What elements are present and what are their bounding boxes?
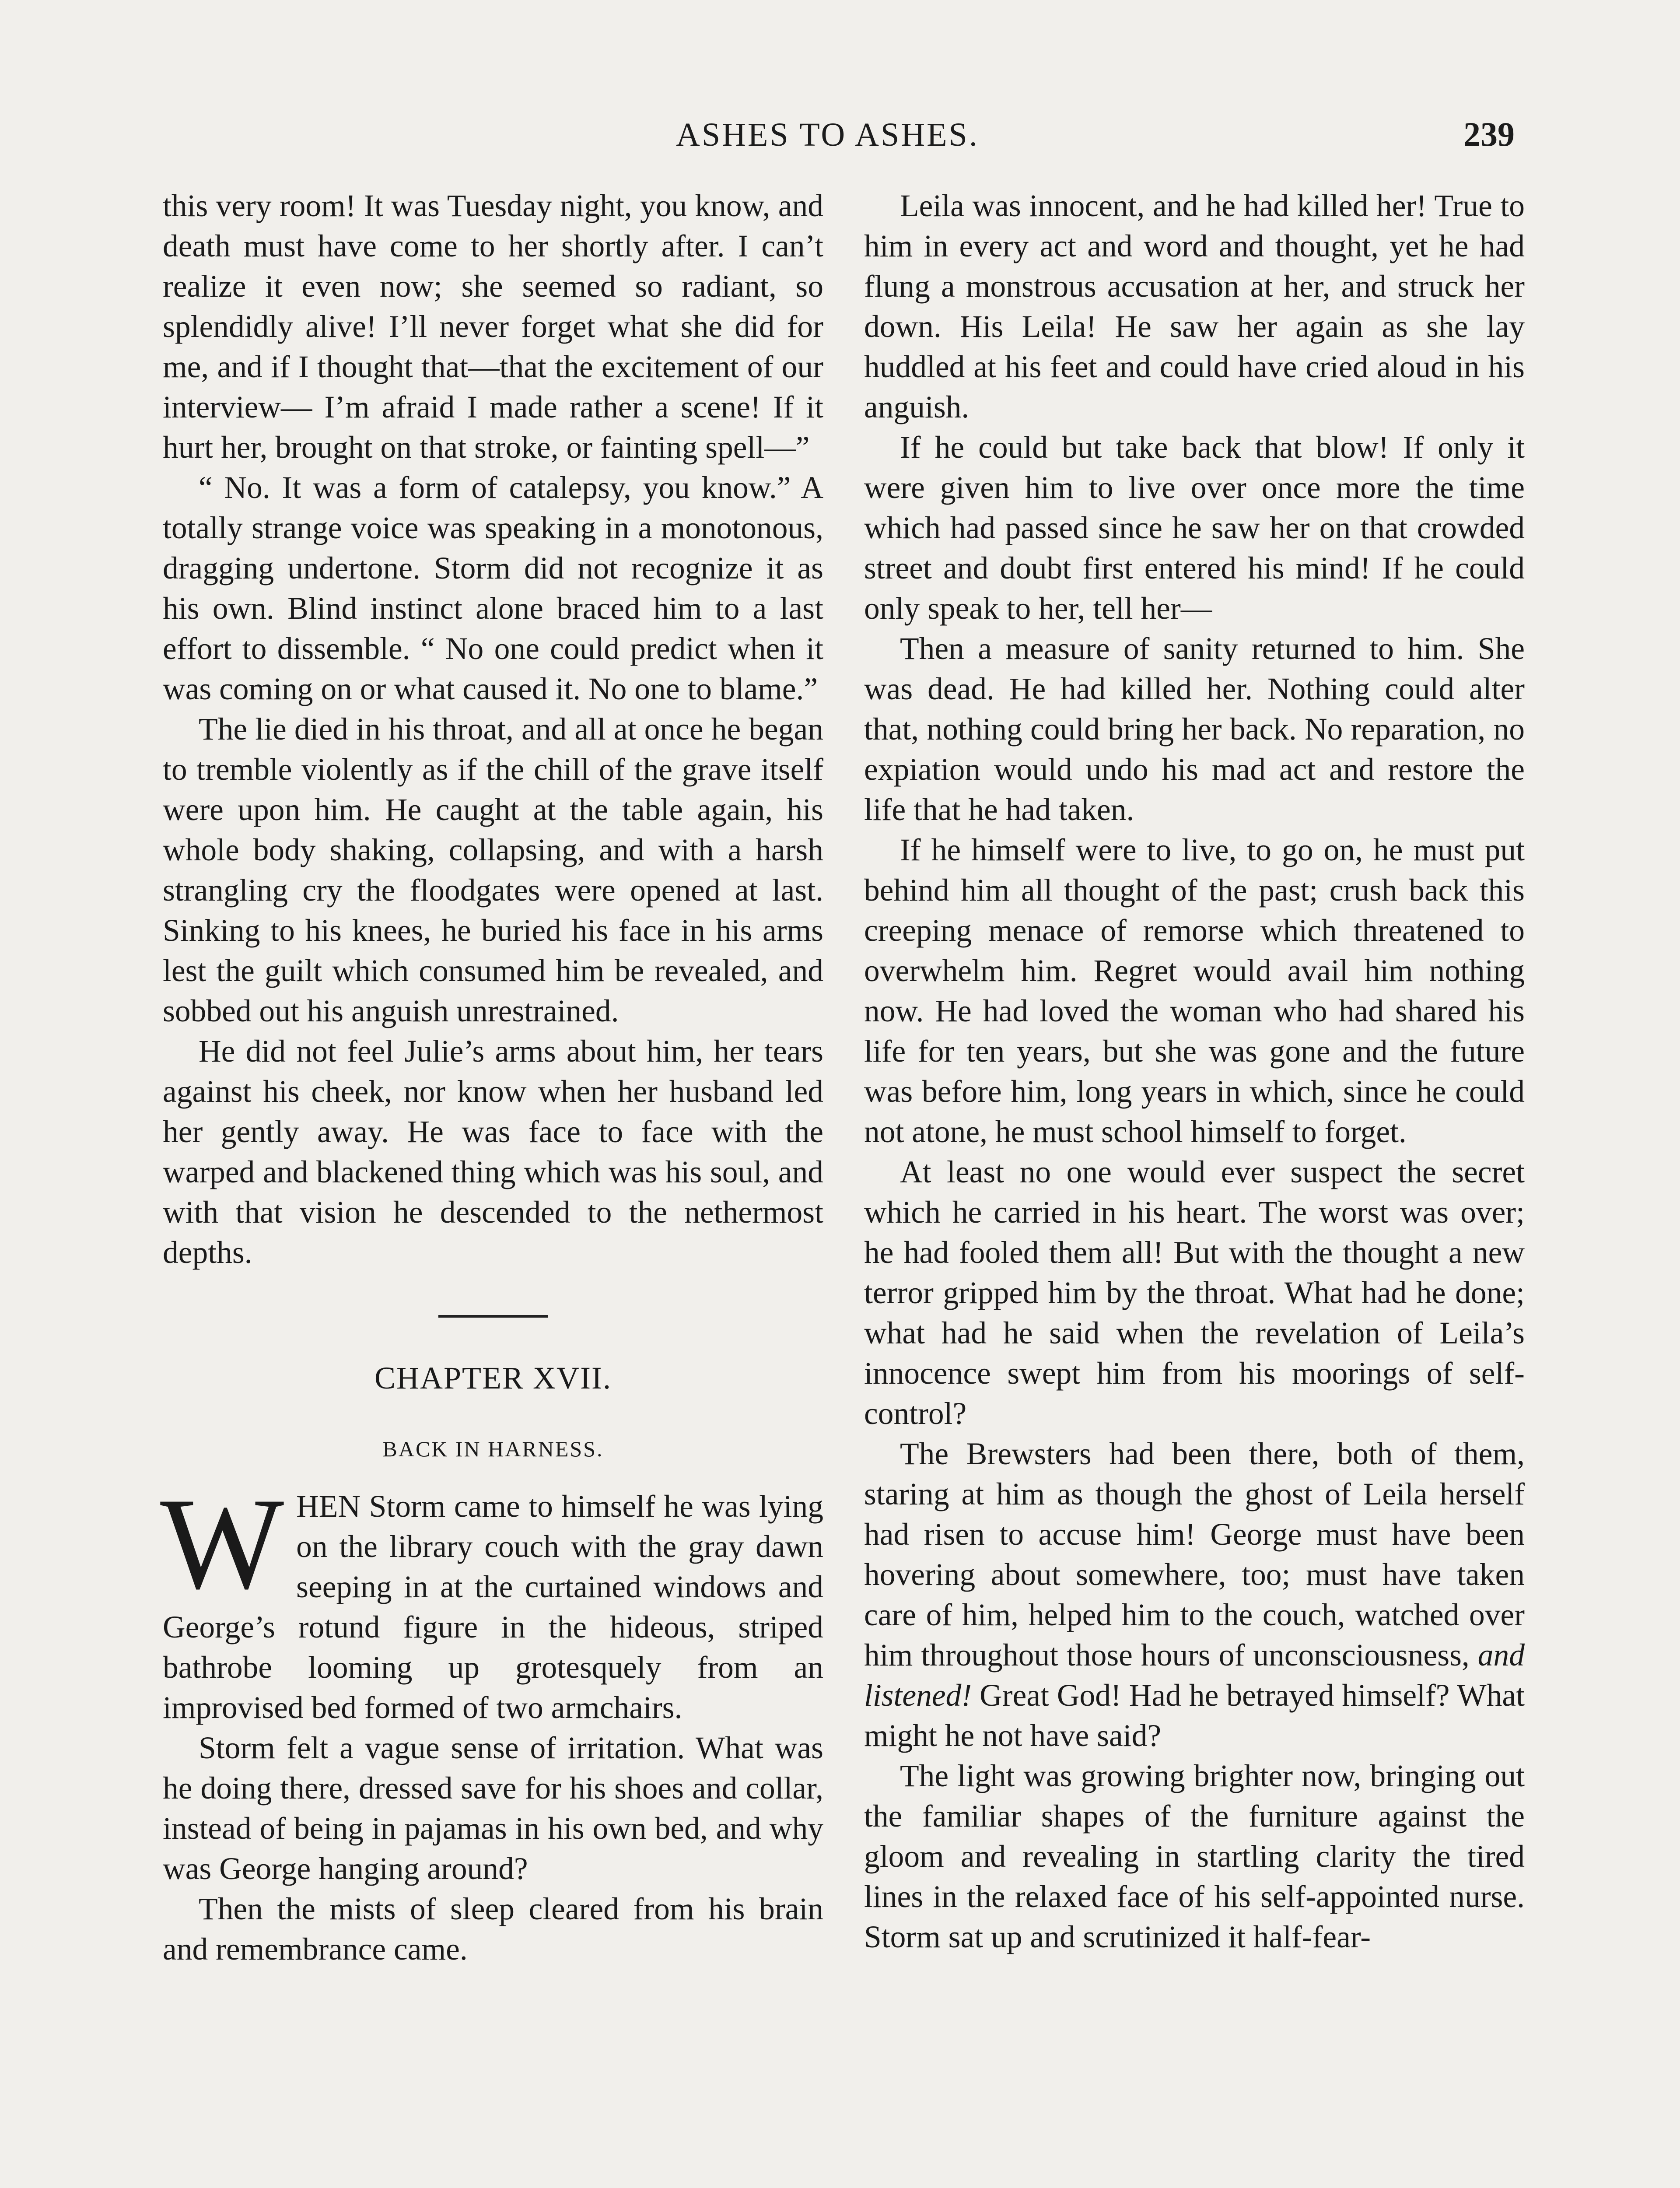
paragraph [864,1434,1525,1756]
left-column [160,186,823,1970]
paragraph-text: The Brewsters had been there, both of them, staring at him as though the ghost of Leila herself had risen to accuse him! George must have been hovering about somewhere, too; must have taken care of him, helped him to the couch, watched over him throughout those hours of unconsciousness, [864,1437,1525,1673]
chapter-subtitle: BACK IN HARNESS. [382,1437,604,1461]
chapter-title: CHAPTER XVII. [374,1360,612,1396]
paragraph: Storm felt a vague sense of irritation. What was he doing there, dressed save for his shoes and collar, instead of being in pajamas in his own bed, and why was George hanging around? [163,1731,823,1886]
opening-paragraph [160,1471,823,1728]
paragraph: The lie died in his throat, and all at once he began to tremble violently as if the chill of the grave itself were upon him. He caught at the table again, his whole body shaking, collapsing, and with a harsh strangling cry the floodgates were opened at last. Sinking to his knees, he buried his face in his arms lest the guilt which consumed him be revealed, and sobbed out his anguish unrestrained. [163,712,823,1028]
drop-cap: W [160,1471,284,1616]
paragraph: The light was growing brighter now, bringing out the familiar shapes of the furniture against the gloom and revealing in startling clarity the tired lines in the relaxed face of his self-appointed nurse. Storm sat up and scrutinized it half-fear- [864,1759,1525,1954]
page-number: 239 [1463,115,1515,153]
running-title: ASHES TO ASHES. [676,116,979,153]
opening-paragraph-text: HEN Storm came to himself he was lying on the library couch with the gray dawn seeping in at the curtained windows and George’s rotund figure in the hideous, striped bathrobe looming up grotesquely from an improvised bed formed of two armchairs. [163,1489,823,1725]
paragraph: Leila was innocent, and he had killed her! True to him in every act and word and thought, yet he had flung a monstrous accusation at her, and struck her down. His Leila! He saw her again as she lay huddled at his feet and could have cried aloud in his anguish. [864,189,1525,424]
paragraph: Then the mists of sleep cleared from his brain and remembrance came. [163,1892,823,1967]
paragraph: “ No. It was a form of catalepsy, you know.” A totally strange voice was speaking in a monotonous, dragging undertone. Storm did not recognize it as his own. Blind instinct alone braced him to a last effort to dissemble. “ No one could predict when it was coming on or what caused it. No one to blame.” [163,470,823,706]
section-divider [438,1315,548,1318]
paragraph: If he could but take back that blow! If only it were given him to live over once more the time which had passed since he saw her on that crowded street and doubt first entered his mind! If he could only speak to her, tell her— [864,430,1525,626]
paragraph: If he himself were to live, to go on, he must put behind him all thought of the past; crush back this creeping menace of remorse which threatened to overwhelm him. Regret would avail him nothing now. He had loved the woman who had shared his life for ten years, but she was gone and the future was before him, long years in which, since he could not atone, he must school himself to forget. [864,833,1525,1149]
paragraph: Then a measure of sanity returned to him. She was dead. He had killed her. Nothing could alter that, nothing could bring her back. No reparation, no expiation would undo his mad act and restore the life that he had taken. [864,631,1525,827]
paragraph: At least no one would ever suspect the secret which he carried in his heart. The worst was over; he had fooled them all! But with the thought a new terror gripped him by the throat. What had he done; what had he said when the revelation of Leila’s innocence swept him from his moorings of self-control? [864,1155,1525,1431]
paragraph-text: Great God! Had he betrayed himself? What might he not have said? [864,1678,1525,1753]
right-column [864,186,1525,1957]
paragraph: this very room! It was Tuesday night, you know, and death must have come to her shortly after. I can’t realize it even now; she seemed so radiant, so splendidly alive! I’ll never forget what she did for me, and if I thought that—that the excitement of our interview— I’m afraid I made rather a scene! If it hurt her, brought on that stroke, or fainting spell—” [163,189,823,465]
paragraph: He did not feel Julie’s arms about him, her tears against his cheek, nor know when her husband led her gently away. He was face to face with the warped and blackened thing which was his soul, and with that vision he descended to the nethermost depths. [163,1034,823,1270]
italic-phrase: and listened! [864,1638,1525,1713]
